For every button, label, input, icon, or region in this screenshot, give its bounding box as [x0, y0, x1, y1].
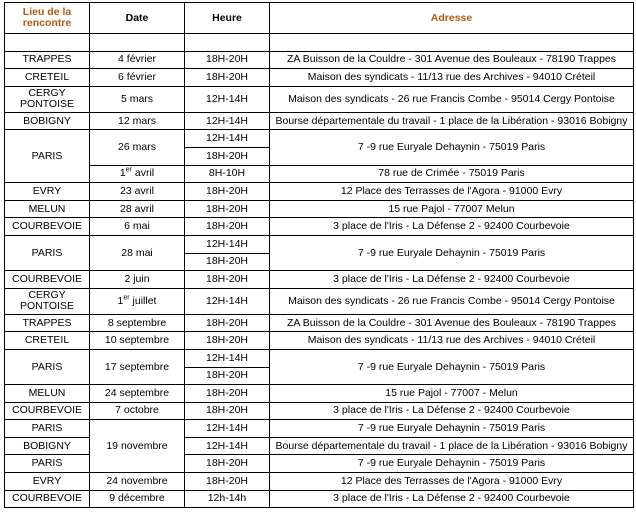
header-row	[5, 3, 634, 34]
cell-date: 28 mai	[90, 235, 185, 270]
cell-date: 26 mars	[90, 130, 185, 165]
cell-adresse: Maison des syndicats - 26 rue Francis Combe - 95014 Cergy Pontoise	[270, 86, 634, 112]
cell-lieu: EVRY	[5, 183, 90, 201]
cell-lieu: CERGY PONTOISE	[5, 86, 90, 112]
cell-heure: 18H-20H	[185, 218, 270, 236]
cell-lieu: EVRY	[5, 473, 90, 491]
cell-lieu: TRAPPES	[5, 314, 90, 332]
cell-adresse: Bourse départementale du travail - 1 place de la Libération - 93016 Bobigny	[270, 112, 634, 130]
cell-heure: 12H-14H	[185, 130, 270, 148]
cell-lieu: PARIS	[5, 455, 90, 473]
cell-heure: 18H-20H	[185, 367, 270, 385]
cell-date: 9 décembre	[90, 490, 185, 508]
col-header-lieu: Lieu de la rencontre	[5, 3, 90, 34]
cell-adresse: Bourse départementale du travail - 1 place de la Libération - 93016 Bobigny	[270, 437, 634, 455]
cell-date: 8 septembre	[90, 314, 185, 332]
cell-date: 7 octobre	[90, 402, 185, 420]
table-row	[5, 288, 634, 314]
cell-date: 17 septembre	[90, 349, 185, 384]
cell-heure: 12H-14H	[185, 112, 270, 130]
cell-heure: 12H-14H	[185, 437, 270, 455]
table-row	[5, 420, 634, 438]
table-row	[5, 130, 634, 148]
col-header-heure: Heure	[185, 3, 270, 34]
cell-heure: 18H-20H	[185, 455, 270, 473]
table-row	[5, 183, 634, 201]
cell-adresse: ZA Buisson de la Couldre - 301 Avenue des Bouleaux - 78190 Trappes	[270, 314, 634, 332]
cell-date: 28 avril	[90, 200, 185, 218]
cell-date: 5 mars	[90, 86, 185, 112]
table-row	[5, 473, 634, 491]
cell-date: 1er avril	[90, 165, 185, 183]
cell-adresse: Maison des syndicats - 26 rue Francis Combe - 95014 Cergy Pontoise	[270, 288, 634, 314]
cell-heure: 12H-14H	[185, 86, 270, 112]
cell-heure: 18H-20H	[185, 253, 270, 271]
cell-heure: 18H-20H	[185, 314, 270, 332]
table-row	[5, 402, 634, 420]
cell-heure: 18H-20H	[185, 402, 270, 420]
table-row	[5, 349, 634, 367]
cell-date: 24 novembre	[90, 473, 185, 491]
cell-lieu: COURBEVOIE	[5, 490, 90, 508]
cell-lieu: MELUN	[5, 385, 90, 403]
cell-heure: 18H-20H	[185, 271, 270, 289]
table-row	[5, 235, 634, 253]
table-row	[5, 69, 634, 87]
meetings-table	[4, 2, 634, 508]
cell-lieu: CRETEIL	[5, 332, 90, 350]
cell-lieu: CRETEIL	[5, 69, 90, 87]
cell-date: 12 mars	[90, 112, 185, 130]
cell-heure: 12h-14h	[185, 490, 270, 508]
cell-date: 24 septembre	[90, 385, 185, 403]
cell-adresse: Maison des syndicats - 11/13 rue des Archives - 94010 Créteil	[270, 69, 634, 87]
cell-heure: 18H-20H	[185, 51, 270, 69]
cell-adresse: 3 place de l'Iris - La Défense 2 - 92400 Courbevoie	[270, 402, 634, 420]
cell-date: 6 février	[90, 69, 185, 87]
cell-lieu: CERGY PONTOISE	[5, 288, 90, 314]
cell-adresse: Maison des syndicats - 11/13 rue des Archives - 94010 Créteil	[270, 332, 634, 350]
cell-date: 19 novembre	[90, 420, 185, 473]
empty-row	[5, 34, 634, 52]
cell-adresse: 12 Place des Terrasses de l'Agora - 91000 Evry	[270, 183, 634, 201]
cell-heure: 12H-14H	[185, 288, 270, 314]
cell-heure: 18H-20H	[185, 69, 270, 87]
cell-lieu: PARIS	[5, 130, 90, 183]
cell-adresse: 12 Place des Terrasses de l'Agora - 91000 Evry	[270, 473, 634, 491]
cell-adresse: 7 -9 rue Euryale Dehaynin - 75019 Paris	[270, 420, 634, 438]
table-row	[5, 200, 634, 218]
cell-adresse: 3 place de l'Iris - La Défense 2 - 92400 Courbevoie	[270, 271, 634, 289]
cell-lieu: BOBIGNY	[5, 437, 90, 455]
cell-heure: 18H-20H	[185, 183, 270, 201]
cell-lieu: PARIS	[5, 235, 90, 270]
cell-adresse: 7 -9 rue Euryale Dehaynin - 75019 Paris	[270, 130, 634, 165]
col-header-date: Date	[90, 3, 185, 34]
cell-date: 1er juillet	[90, 288, 185, 314]
cell-heure: 18H-20H	[185, 332, 270, 350]
table-row	[5, 51, 634, 69]
cell-lieu: COURBEVOIE	[5, 271, 90, 289]
cell-heure: 18H-20H	[185, 147, 270, 165]
cell-date: 2 juin	[90, 271, 185, 289]
cell-heure: 12H-14H	[185, 420, 270, 438]
cell-lieu: BOBIGNY	[5, 112, 90, 130]
cell-lieu: TRAPPES	[5, 51, 90, 69]
cell-adresse: 7 -9 rue Euryale Dehaynin - 75019 Paris	[270, 455, 634, 473]
table-row	[5, 332, 634, 350]
cell-heure: 12H-14H	[185, 235, 270, 253]
table-row	[5, 112, 634, 130]
cell-date: 10 septembre	[90, 332, 185, 350]
table-row	[5, 385, 634, 403]
cell-heure: 18H-20H	[185, 200, 270, 218]
cell-adresse: 7 -9 rue Euryale Dehaynin - 75019 Paris	[270, 349, 634, 384]
table-row	[5, 86, 634, 112]
table-row	[5, 490, 634, 508]
table-row	[5, 165, 634, 183]
cell-date: 6 mai	[90, 218, 185, 236]
cell-adresse: 78 rue de Crimée - 75019 Paris	[270, 165, 634, 183]
cell-heure: 18H-20H	[185, 385, 270, 403]
cell-adresse: 3 place de l'Iris - La Défense 2 - 92400 Courbevoie	[270, 490, 634, 508]
cell-adresse: 3 place de l'Iris - La Défense 2 - 92400 Courbevoie	[270, 218, 634, 236]
cell-heure: 18H-20H	[185, 473, 270, 491]
table-row	[5, 218, 634, 236]
table-row	[5, 271, 634, 289]
col-header-adresse: Adresse	[270, 3, 634, 34]
cell-lieu: COURBEVOIE	[5, 218, 90, 236]
cell-date: 23 avril	[90, 183, 185, 201]
cell-heure: 8H-10H	[185, 165, 270, 183]
cell-adresse: ZA Buisson de la Couldre - 301 Avenue des Bouleaux - 78190 Trappes	[270, 51, 634, 69]
cell-adresse: 7 -9 rue Euryale Dehaynin - 75019 Paris	[270, 235, 634, 270]
cell-lieu: PARIS	[5, 420, 90, 438]
table-row	[5, 314, 634, 332]
cell-adresse: 15 rue Pajol - 77007 Melun	[270, 200, 634, 218]
cell-lieu: MELUN	[5, 200, 90, 218]
cell-lieu: PARIS	[5, 349, 90, 384]
cell-lieu: COURBEVOIE	[5, 402, 90, 420]
cell-adresse: 15 rue Pajol - 77007 - Melun	[270, 385, 634, 403]
cell-date: 4 février	[90, 51, 185, 69]
cell-heure: 12H-14H	[185, 349, 270, 367]
